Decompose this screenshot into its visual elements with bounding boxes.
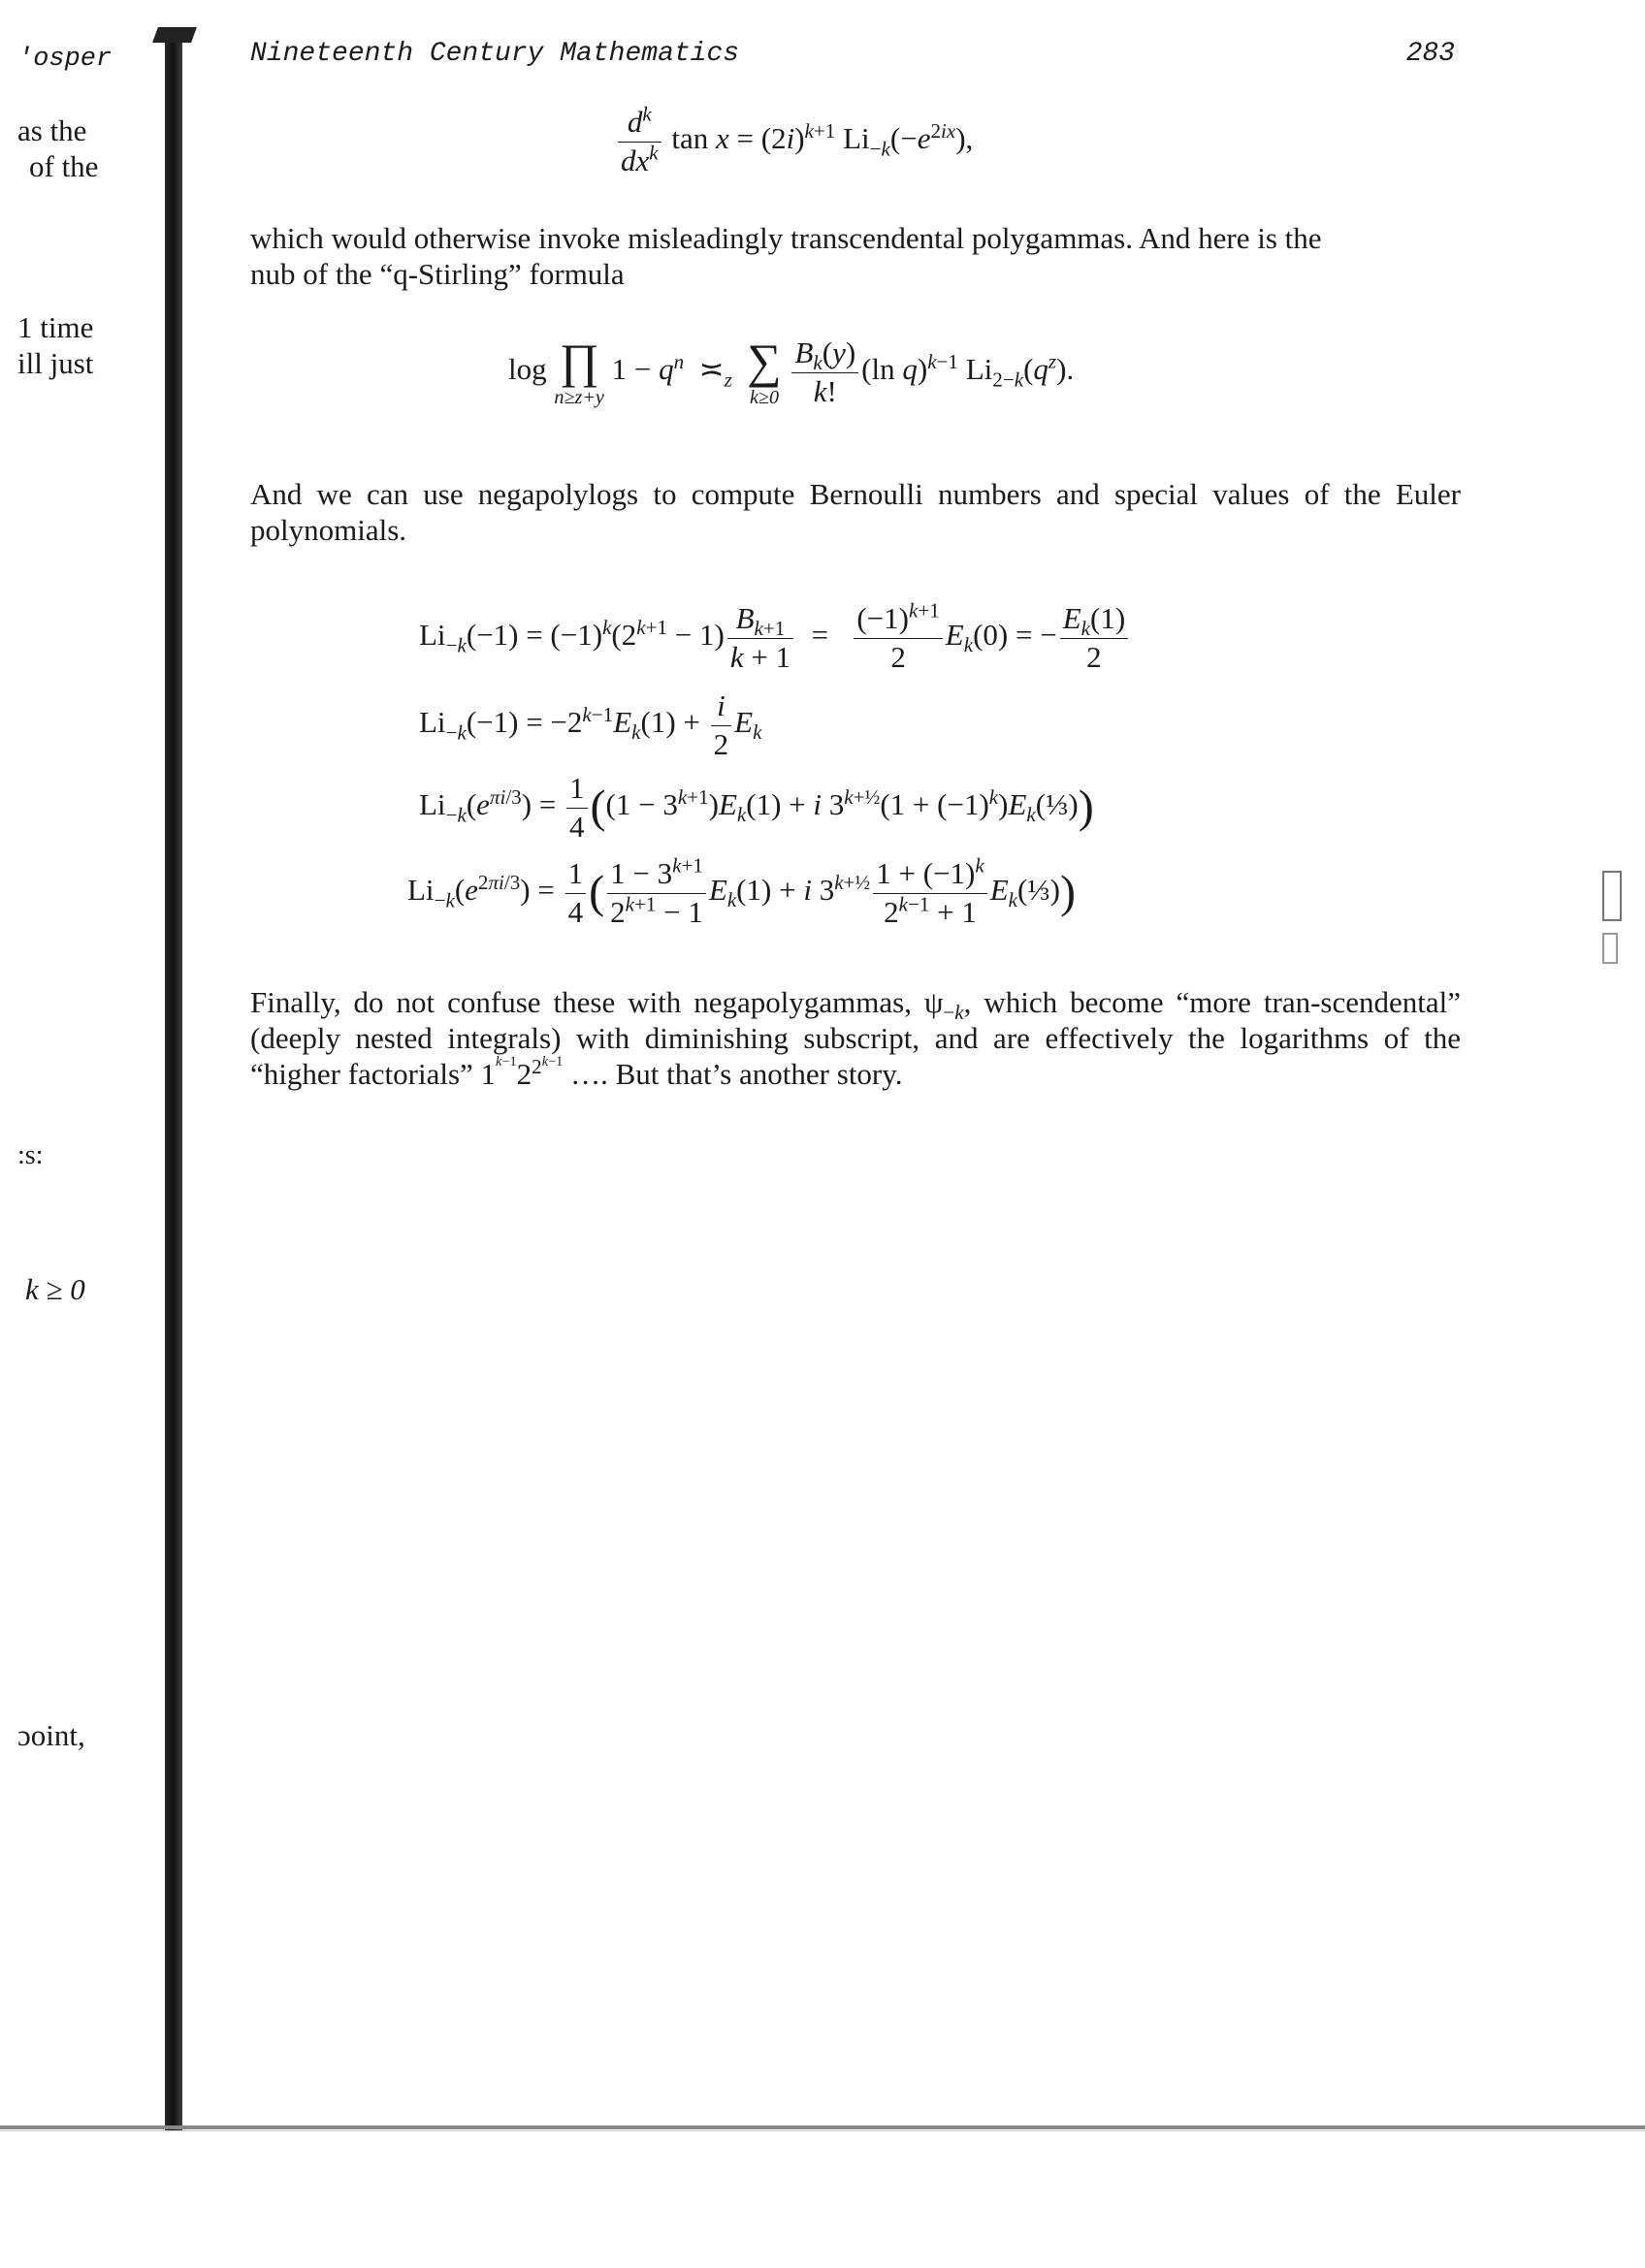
- left-fragment-ill-just: ill just: [17, 346, 94, 380]
- left-fragment-osper: 'osper: [17, 45, 113, 74]
- left-fragment-s: :s:: [17, 1140, 44, 1170]
- equation-euler-polynomial: $Li_{-k}(-1) = -2^{k-1}E_k(1)$ + $\frac{i}{2}$ $E_k$: [419, 688, 762, 761]
- equation-pi-third: $Li_{-k}(e^{\pi i/3})$ = $\frac{1}{4}$ ($(1 - 3^{k+1})E_k(1) + i$ $3^{k+\frac{1}{2}}(1$ + $(-1)^k)E_k(\frac{1}{3})$): [419, 771, 1094, 844]
- book-spine-top: [152, 27, 197, 43]
- paragraph-negapolylogs: And we can use negapolylogs to compute Bernoulli numbers and special values of the Euler polynomials.: [250, 477, 1461, 547]
- margin-scan-mark: [1602, 933, 1618, 964]
- running-header-title: Nineteenth Century Mathematics: [250, 39, 740, 69]
- equation-tan-derivative: $\frac{d^k}{dx^k}$ $\tan x = (2i)^{k+1}$ $Li_{-k}(-e^{2ix})$,: [615, 107, 973, 176]
- left-fragment-k-geq-0: k ≥ 0: [25, 1272, 85, 1306]
- paragraph-polygammas-line1: which would otherwise invoke misleadingly transcendental polygammas. And here is the: [250, 221, 1322, 255]
- left-fragment-as-the: as the: [17, 113, 87, 147]
- left-fragment-time: 1 time: [17, 310, 94, 344]
- paragraph-negapolygammas-part-a: Finally, do not confuse these with negapolygammas, ψ: [250, 985, 944, 1019]
- page-bottom-edge-shadow: [0, 2130, 1645, 2131]
- equation-bernoulli: $Li_{-k}(-1) = (-1)^k(2^{k+1} - 1)$ $\frac{B_{k+1}}{k + 1}$ = $\frac{(-1)^{k+1}}{2}$ $E_k(0)$ = − $\frac{E_k(1)}{2}$: [419, 603, 1131, 673]
- paragraph-polygammas-line2: nub of the “q-Stirling” formula: [250, 257, 625, 291]
- paragraph-negapolygammas-part-c: …. But that’s another story.: [570, 1057, 903, 1091]
- book-spine: [165, 27, 182, 2131]
- page-bottom-edge: [0, 2125, 1645, 2129]
- paragraph-negapolygammas-part-b: , which become “more tran-scendental” (deeply nested integrals) with diminishing subscript, and are effectively the logarithms of the “higher factorials” 1: [250, 985, 1461, 1091]
- page-number: 283: [1405, 39, 1455, 69]
- equation-q-stirling: log ∏ n≥z+y $1 - q^n$ $≍_z$ ∑ k≥0 $\frac{B_k(y)}{k!}$ (ln q)$^{k-1}$ $Li_{2-k}(q^z)$.: [508, 335, 1075, 408]
- left-fragment-point: ɔoint,: [17, 1718, 85, 1752]
- margin-scan-mark: [1602, 871, 1622, 921]
- paragraph-negapolygammas: Finally, do not confuse these with negapolygammas, $\psi_{-k}$, which become “more tran-scendental” (deeply nested integrals) with diminishing subscript, and are effectively the logarithms of the “higher factorials” $1^{^{k-1}}2^{2^{k-1}}$ …. But that’s another story.: [250, 985, 1461, 1091]
- equation-two-pi-third: $Li_{-k}(e^{2\pi i/3})$ = $\frac{1}{4}$ ( $\frac{1 - 3^{k+1}}{2^{k+1} - 1}$ $E_k(1) + i$ $3^{k+\frac{1}{2}}$ $\frac{1 + (-1)^k}{2^{k-1} + 1}$ $E_k(\frac{1}{3})$): [407, 853, 1076, 929]
- left-fragment-of-the: of the: [29, 149, 99, 183]
